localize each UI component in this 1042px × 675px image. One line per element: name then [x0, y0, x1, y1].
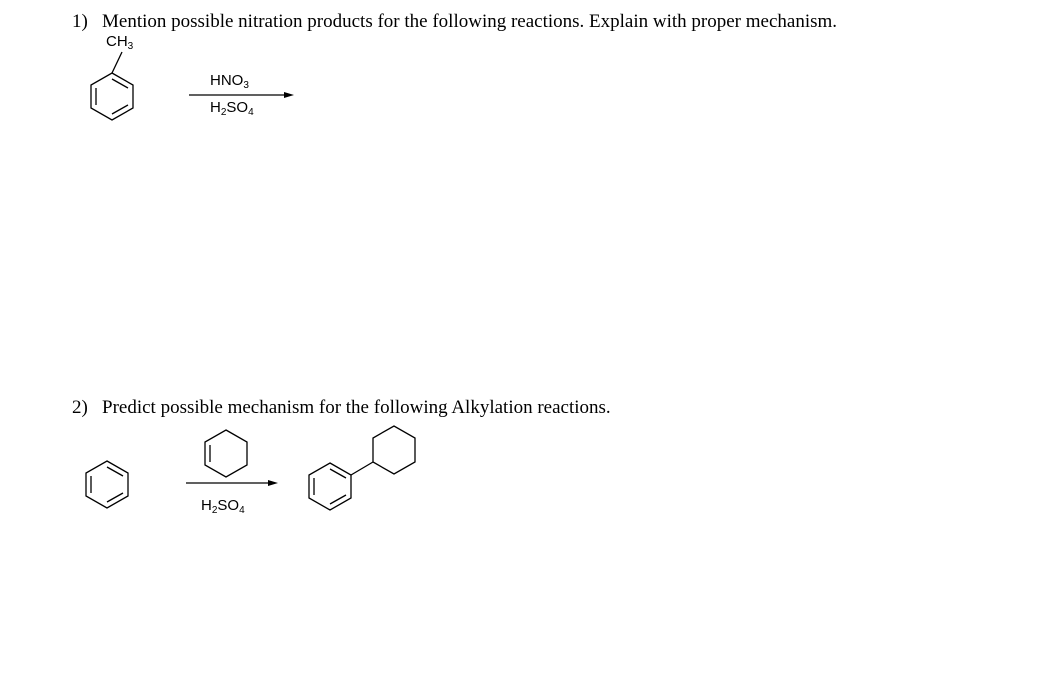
reagent-sulfuric-acid-2: $H_2SO_4$	[201, 497, 245, 516]
methyl-group-label: $CH_3$	[106, 33, 134, 52]
question-2-number: 2)	[72, 397, 88, 418]
question-1-number: 1)	[72, 11, 88, 32]
question-1-text: Mention possible nitration products for the following reactions. Explain with proper mechanism.	[102, 11, 838, 32]
reagent-sulfuric-acid-1: $H_2SO_4$	[210, 99, 254, 118]
question-2-text: Predict possible mechanism for the following Alkylation reactions.	[102, 397, 611, 418]
reagent-nitric-acid: $HNO_3$	[210, 72, 249, 91]
